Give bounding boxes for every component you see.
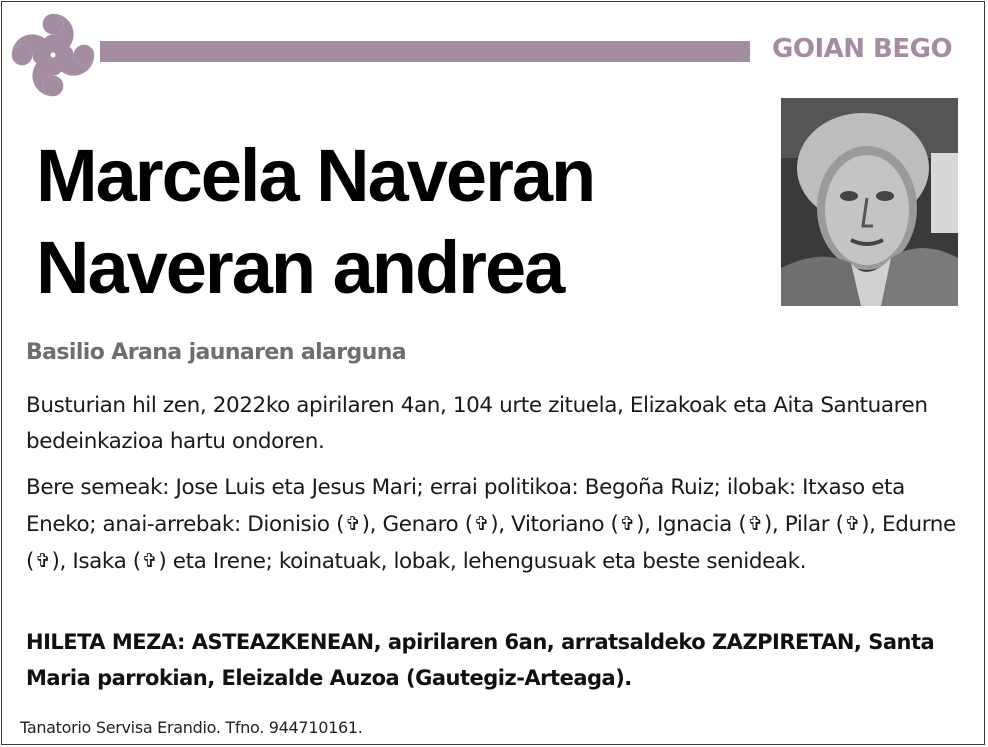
sibling-name: Dionisio bbox=[247, 512, 330, 537]
sibling-name: Ignacia bbox=[656, 512, 732, 537]
portrait-image bbox=[781, 98, 958, 306]
sibling-name: Isaka bbox=[72, 549, 127, 574]
header-bar bbox=[100, 41, 750, 62]
portrait-photo bbox=[781, 98, 958, 306]
deceased-name bbox=[36, 130, 594, 314]
name-line-1: Marcela Naveran bbox=[36, 134, 595, 217]
cross-icon: ✞ bbox=[345, 513, 361, 535]
widow-of-line: Basilio Arana jaunaren alarguna bbox=[26, 340, 407, 365]
family-intro: Bere semeak: Jose Luis eta Jesus Mari; errai politikoa: Begoña Ruiz; ilobak: Itxaso eta Eneko; anai-arrebak: bbox=[26, 475, 905, 537]
cross-icon: ✞ bbox=[619, 513, 636, 535]
cross-icon: ✞ bbox=[844, 513, 861, 535]
cross-icon: ✞ bbox=[35, 550, 51, 572]
funeral-home-contact: Tanatorio Servisa Erandio. Tfno. 944710161. bbox=[20, 718, 363, 737]
section-tag: GOIAN BEGO bbox=[772, 34, 953, 64]
cross-icon: ✞ bbox=[747, 513, 763, 535]
sibling-name: Vitoriano bbox=[511, 512, 605, 537]
family-paragraph: Bere semeak: Jose Luis eta Jesus Mari; errai politikoa: Begoña Ruiz; ilobak: Itxaso eta Eneko; anai-arrebak: Dionisio (✞), Genaro (✞), Vitoriano (✞), Ignacia (✞), Pilar (✞), Edurne (✞), Isaka (✞) eta Irene; koinatuak, lobak, lehengusuak eta beste senideak. bbox=[26, 470, 966, 580]
death-notice-paragraph: Busturian hil zen, 2022ko apirilaren 4an, 104 urte zituela, Elizakoak eta Aita Santuaren bedeinkazioa hartu ondoren. bbox=[26, 393, 928, 454]
cross-icon: ✞ bbox=[473, 513, 490, 535]
funeral-details: HILETA MEZA: ASTEAZKENEAN, apirilaren 6an, arratsaldeko ZAZPIRETAN, Santa Maria parrokian, Eleizalde Auzoa (Gautegiz-Arteaga). bbox=[26, 630, 935, 690]
cross-icon: ✞ bbox=[141, 550, 158, 572]
sibling-name: Genaro bbox=[382, 512, 459, 537]
sibling-name: Pilar bbox=[784, 512, 830, 537]
obituary-notice bbox=[1, 1, 985, 745]
family-outro: eta Irene; koinatuak, lobak, lehengusuak eta beste senideak. bbox=[166, 549, 807, 574]
sibling-name: Edurne bbox=[882, 512, 956, 537]
name-line-2: Naveran andrea bbox=[36, 226, 564, 309]
lauburu-icon bbox=[10, 12, 96, 98]
